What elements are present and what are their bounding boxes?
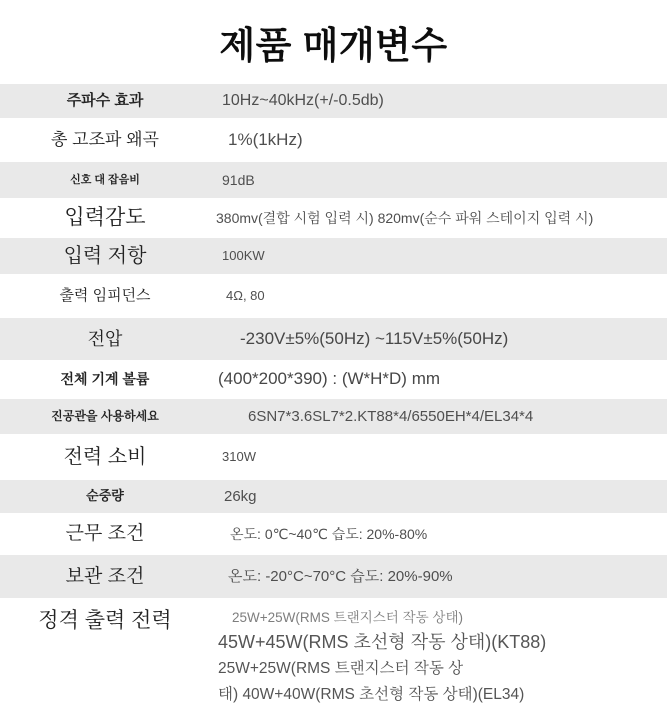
spec-label: 보관 조건 xyxy=(65,565,145,587)
spec-row-snr xyxy=(0,162,667,198)
spec-value-line: 45W+45W(RMS 초선형 작동 상태)(KT88) xyxy=(218,632,547,652)
spec-value: 310W xyxy=(222,449,256,465)
spec-value: 온도: 0℃~40℃ 습도: 20%-80% xyxy=(230,525,428,542)
spec-label: 진공관을 사용하세요 xyxy=(51,408,159,423)
spec-label: 총 고조파 왜곡 xyxy=(51,130,159,150)
spec-label: 전압 xyxy=(87,328,123,349)
spec-row-frequency-response xyxy=(0,84,667,118)
spec-value-line: 25W+25W(RMS 트랜지스터 작동 상 xyxy=(218,660,464,677)
spec-label: 전체 기계 볼륨 xyxy=(60,371,150,388)
spec-value: 6SN7*3.6SL7*2.KT88*4/6550EH*4/EL34*4 xyxy=(248,407,534,425)
spec-label: 정격 출력 전력 xyxy=(38,609,172,632)
spec-label: 입력감도 xyxy=(64,205,146,229)
spec-value: -230V±5%(50Hz) ~115V±5%(50Hz) xyxy=(240,328,509,348)
spec-row-net-weight xyxy=(0,480,667,513)
spec-value-multiline xyxy=(210,607,667,707)
spec-row-input-sensitivity xyxy=(0,198,667,238)
spec-row-input-resistance xyxy=(0,238,667,274)
spec-row-output-impedance xyxy=(0,274,667,318)
spec-row-machine-dimensions xyxy=(0,360,667,399)
spec-row-vacuum-tubes xyxy=(0,399,667,434)
spec-value: 380mv(결합 시험 입력 시) 820mv(순수 파워 스테이지 입력 시) xyxy=(216,209,594,226)
spec-value: 온도: -20°C~70°C 습도: 20%-90% xyxy=(228,567,453,585)
page-header xyxy=(0,0,667,84)
page-title: 제품 매개변수 xyxy=(219,25,448,66)
spec-label: 신호 대 잡음비 xyxy=(70,173,140,186)
spec-value: (400*200*390) : (W*H*D) mm xyxy=(218,369,441,389)
spec-value: 10Hz~40kHz(+/-0.5db) xyxy=(222,92,384,110)
spec-label: 전력 소비 xyxy=(63,445,147,468)
spec-label: 순중량 xyxy=(86,488,124,504)
spec-label: 입력 저항 xyxy=(63,244,147,267)
spec-label: 근무 조건 xyxy=(65,523,145,545)
spec-row-power-consumption xyxy=(0,434,667,480)
spec-value: 4Ω, 80 xyxy=(226,288,265,304)
spec-value: 91dB xyxy=(222,171,255,188)
spec-value: 100KW xyxy=(222,248,265,264)
spec-value: 26kg xyxy=(224,487,257,505)
spec-value-line: 25W+25W(RMS 트랜지스터 작동 상태) xyxy=(232,610,464,625)
spec-row-voltage xyxy=(0,318,667,360)
spec-label: 출력 임피던스 xyxy=(59,287,151,305)
spec-label: 주파수 효과 xyxy=(66,92,144,110)
spec-row-rated-output-power xyxy=(0,598,667,717)
spec-row-storage-conditions xyxy=(0,555,667,598)
spec-value-line: 태) 40W+40W(RMS 초선형 작동 상태)(EL34) xyxy=(218,686,525,703)
spec-value: 1%(1kHz) xyxy=(228,129,303,149)
spec-row-thd xyxy=(0,118,667,162)
spec-row-working-conditions xyxy=(0,513,667,555)
spec-table xyxy=(0,84,667,717)
